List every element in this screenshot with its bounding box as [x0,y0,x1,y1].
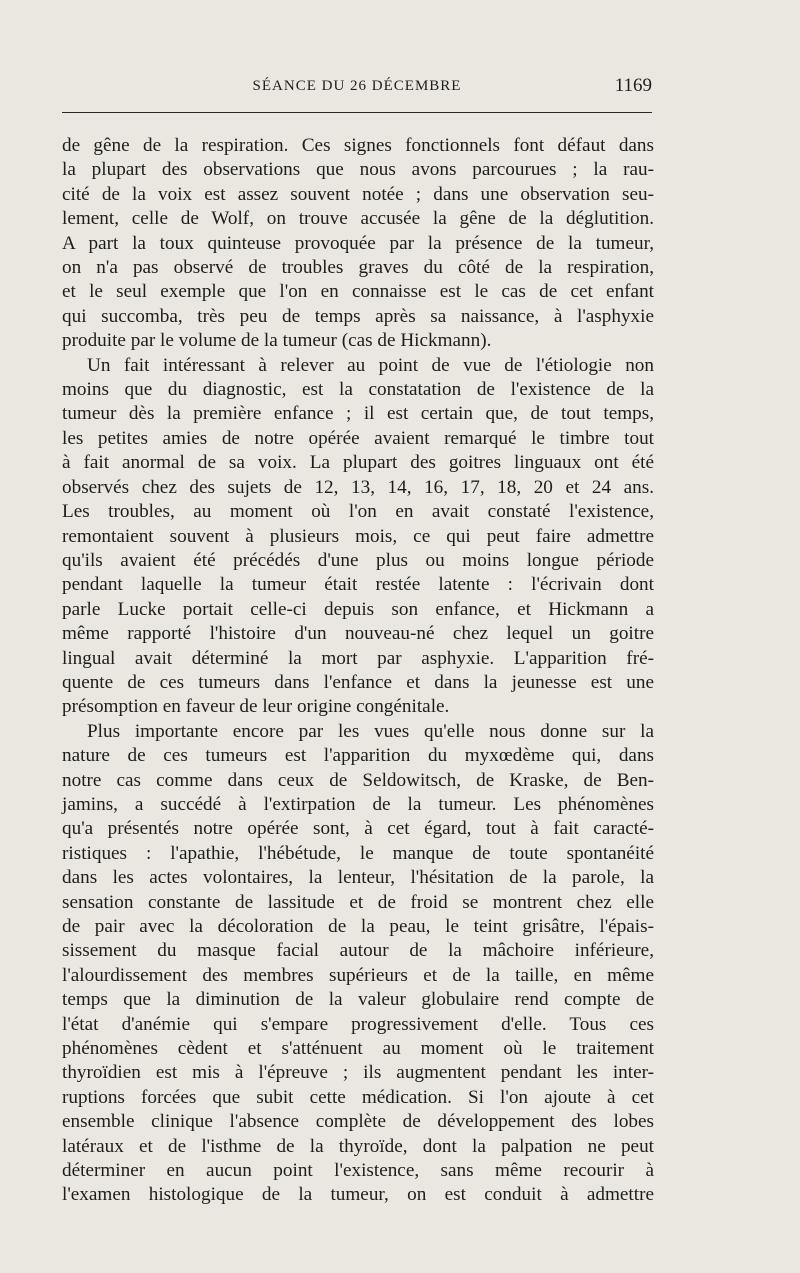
text-line: jamins, a succédé à l'extirpation de la tumeur. Les phénomènes [62,793,654,815]
text-line: sensation constante de lassitude et de froid se montrent chez elle [62,891,654,913]
text-line: ristiques : l'apathie, l'hébétude, le manque de toute spontanéité [62,842,654,864]
text-line: nature de ces tumeurs est l'apparition du myxœdème qui, dans [62,745,654,767]
text-line: de gêne de la respiration. Ces signes fonctionnels font défaut dans [62,135,654,156]
text-line: Plus importante encore par les vues qu'elle nous donne sur la [87,720,654,742]
text-line: à fait anormal de sa voix. La plupart des goitres linguaux ont été [62,452,654,474]
text-line: présomption en faveur de leur origine congénitale. [62,696,450,718]
text-line: notre cas comme dans ceux de Seldowitsch, de Kraske, de Ben- [62,769,654,791]
text-line: remontaient souvent à plusieurs mois, ce qui peut faire admettre [62,525,654,547]
text-line: sissement du masque facial autour de la mâchoire inférieure, [62,940,654,962]
text-line: ruptions forcées que subit cette médication. Si l'on ajoute à cet [62,1086,654,1108]
text-line: qui succomba, très peu de temps après sa naissance, à l'asphyxie [62,305,654,327]
text-line: lingual avait déterminé la mort par asphyxie. L'apparition fré- [62,647,654,669]
text-line: quente de ces tumeurs dans l'enfance et dans la jeunesse est une [62,671,654,693]
text-line: latéraux et de l'isthme de la thyroïde, dont la palpation ne peut [62,1135,654,1157]
text-line: observés chez des sujets de 12, 13, 14, 16, 17, 18, 20 et 24 ans. [62,476,654,498]
text-line: même rapporté l'histoire d'un nouveau-né chez lequel un goitre [62,623,654,645]
text-line: parle Lucke portait celle-ci depuis son enfance, et Hickmann a [62,598,654,620]
text-line: moins que du diagnostic, est la constatation de l'existence de la [62,379,654,401]
body-text [62,134,654,1208]
paragraph [62,134,654,354]
header-rule [62,112,652,113]
text-line: l'état d'anémie qui s'empare progressivement d'elle. Tous ces [62,1013,654,1035]
text-line: lement, celle de Wolf, on trouve accusée la gêne de la déglutition. [62,208,654,230]
running-title: SÉANCE DU 26 DÉCEMBRE [252,78,462,94]
text-line: on n'a pas observé de troubles graves du côté de la respiration, [62,257,654,279]
text-line: l'alourdissement des membres supérieurs et de la taille, en même [62,964,654,986]
text-line: la plupart des observations que nous avons parcourues ; la rau- [62,159,654,181]
text-line: et le seul exemple que l'on en connaisse est le cas de cet enfant [62,281,654,303]
text-line: de pair avec la décoloration de la peau, le teint grisâtre, l'épais- [62,916,654,937]
text-line: A part la toux quinteuse provoquée par la présence de la tumeur, [62,232,654,254]
text-line: les petites amies de notre opérée avaient remarqué le timbre tout [62,427,654,449]
paragraph [62,720,654,1208]
text-line: déterminer en aucun point l'existence, sans même recourir à [62,1160,654,1182]
text-line: cité de la voix est assez souvent notée ; dans une observation seu- [62,183,654,205]
paragraph [62,354,654,720]
text-line: tumeur dès la première enfance ; il est certain que, de tout temps, [62,403,654,425]
text-line: qu'ils avaient été précédés d'une plus ou moins longue période [62,549,654,571]
text-line: qu'a présentés notre opérée sont, à cet égard, tout à fait caracté- [62,818,654,840]
text-line: pendant laquelle la tumeur était restée latente : l'écrivain dont [62,574,654,596]
text-line: temps que la diminution de la valeur globulaire rend compte de [62,989,654,1011]
text-line: Les troubles, au moment où l'on en avait constaté l'existence, [62,501,654,523]
page-header [62,75,652,100]
text-line: phénomènes cèdent et s'atténuent au moment où le traitement [62,1038,654,1060]
text-line: Un fait intéressant à relever au point de vue de l'étiologie non [87,354,654,376]
text-line: thyroïdien est mis à l'épreuve ; ils augmentent pendant les inter- [62,1062,654,1084]
text-line: dans les actes volontaires, la lenteur, l'hésitation de la parole, la [62,867,654,889]
text-line: produite par le volume de la tumeur (cas de Hickmann). [62,330,492,352]
page-number: 1169 [614,75,652,96]
text-line: ensemble clinique l'absence complète de développement des lobes [62,1111,654,1133]
text-line: l'examen histologique de la tumeur, on est conduit à admettre [62,1184,654,1206]
